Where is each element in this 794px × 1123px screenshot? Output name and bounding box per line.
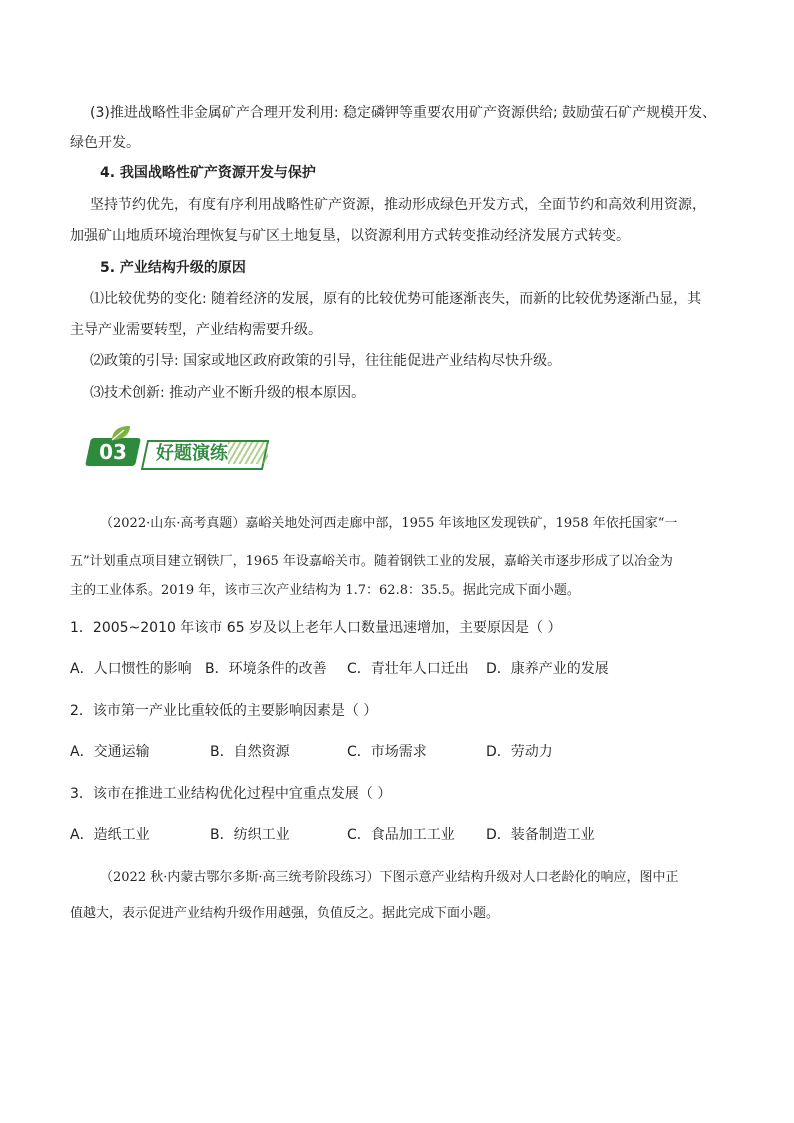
passage-line: （2022·山东·高考真题）嘉峪关地处河西走廊中部，1955 年该地区发现铁矿，1958 年依托国家“一 [100, 516, 678, 531]
option-b[interactable]: B．纺织工业 [210, 827, 290, 843]
passage-line: （2022 秋·内蒙古鄂尔多斯·高三统考阶段练习）下图示意产业结构升级对人口老龄化的响应，图中正 [100, 870, 679, 885]
text-line: 坚持节约优先，有度有序利用战略性矿产资源，推动形成绿色开发方式，全面节约和高效利用资源， [90, 197, 706, 213]
option-b[interactable]: B．环境条件的改善 [205, 661, 327, 677]
question-stem: 2．该市第一产业比重较低的主要影响因素是（ ） [70, 703, 378, 719]
option-a[interactable]: A．人口惯性的影响 [70, 661, 192, 677]
text-line: (3)推进战略性非金属矿产合理开发利用: 稳定磷钾等重要农用矿产资源供给; 鼓励萤石矿产规模开发、 [90, 105, 717, 121]
option-d[interactable]: D．劳动力 [486, 744, 553, 760]
banner-stripe [228, 442, 268, 464]
option-c[interactable]: C．食品加工工业 [347, 827, 455, 843]
passage-line: 值越大，表示促进产业结构升级作用越强，负值反之。据此完成下面小题。 [70, 906, 500, 921]
question-stem: 3．该市在推进工业结构优化过程中宜重点发展（ ） [70, 786, 392, 802]
option-b[interactable]: B．自然资源 [210, 744, 290, 760]
text-line: 绿色开发。 [70, 135, 140, 151]
passage-line: 五”计划重点项目建立钢铁厂，1965 年设嘉峪关市。随着钢铁工业的发展，嘉峪关市逐步形成了以冶金为 [70, 554, 673, 569]
text-line: 主导产业需要转型，产业结构需要升级。 [70, 322, 322, 338]
passage-line: 主的工业体系。2019 年，该市三次产业结构为 1.7：62.8：35.5。据此完成下面小题。 [70, 583, 580, 598]
banner-number: 03 [99, 440, 127, 464]
banner-title: 好题演练 [156, 443, 228, 464]
leaf-icon [110, 424, 132, 442]
option-a[interactable]: A．造纸工业 [70, 827, 150, 843]
option-a[interactable]: A．交通运输 [70, 744, 150, 760]
text-line: ⑶技术创新: 推动产业不断升级的根本原因。 [90, 385, 366, 401]
option-c[interactable]: C．市场需求 [347, 744, 427, 760]
text-line: ⑵政策的引导: 国家或地区政府政策的引导，往往能促进产业结构尽快升级。 [90, 353, 562, 369]
text-line: 加强矿山地质环境治理恢复与矿区土地复垦，以资源利用方式转变推动经济发展方式转变。 [70, 228, 630, 244]
section-heading: 4. 我国战略性矿产资源开发与保护 [100, 165, 316, 181]
text-line: ⑴比较优势的变化: 随着经济的发展，原有的比较优势可能逐渐丧失，而新的比较优势逐渐凸显，其 [90, 291, 702, 307]
section-banner [88, 424, 268, 472]
question-stem: 1．2005~2010 年该市 65 岁及以上老年人口数量迅速增加，主要原因是（ ） [70, 620, 562, 636]
section-heading: 5. 产业结构升级的原因 [100, 260, 246, 276]
option-d[interactable]: D．装备制造工业 [486, 827, 595, 843]
option-d[interactable]: D．康养产业的发展 [486, 661, 609, 677]
option-c[interactable]: C．青壮年人口迁出 [347, 661, 469, 677]
